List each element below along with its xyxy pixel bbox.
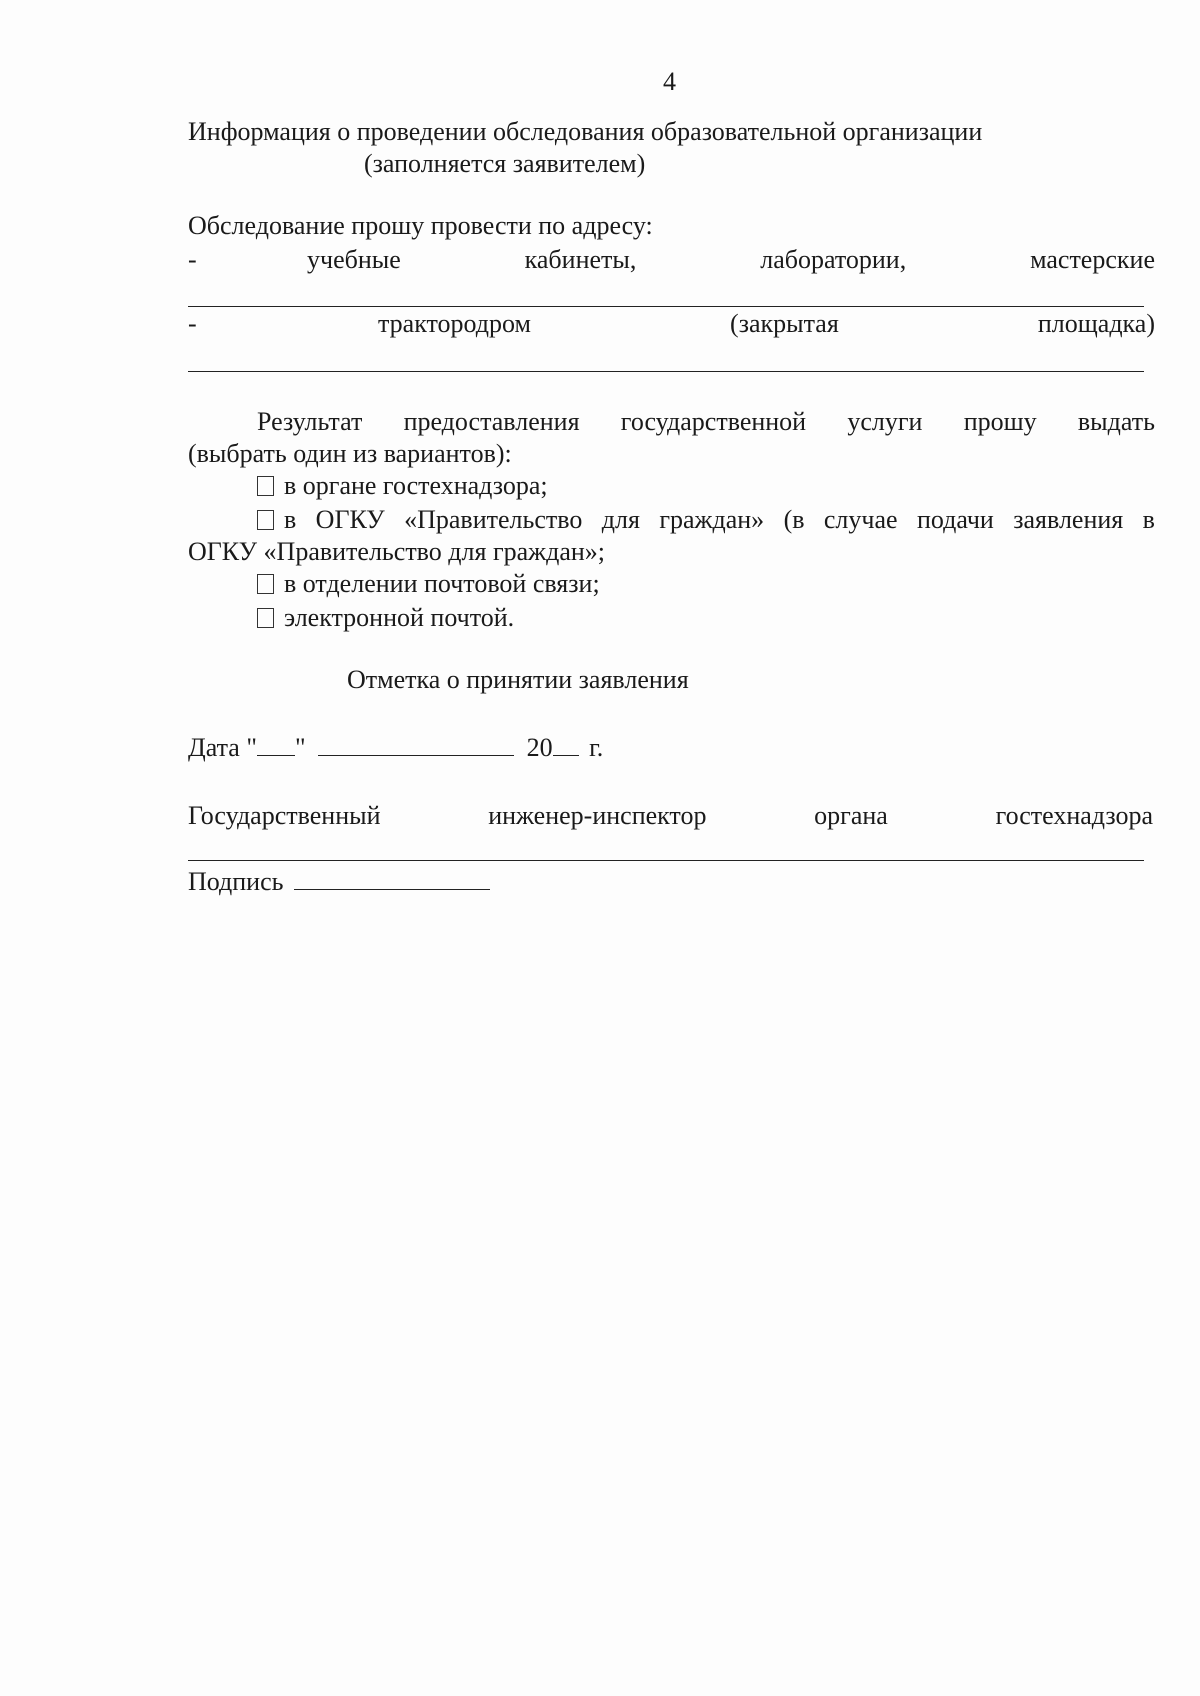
date-row [188,732,603,764]
date-year-field[interactable] [553,733,579,756]
date-year-suffix: г. [589,733,604,762]
inspector-line [188,800,1153,832]
option-ogku-line-1[interactable] [257,504,1155,536]
word: Результат [257,407,363,436]
checkbox-icon[interactable] [257,574,274,594]
word: подачи [916,505,994,534]
word: мастерские [1030,245,1155,274]
signature-row [188,866,490,898]
option-ogku-line-2: ОГКУ «Правительство для граждан»; [188,537,606,566]
word: выдать [1077,407,1155,436]
word: предоставления [403,407,580,436]
address-item-2-dash: - [188,309,197,338]
checkbox-icon[interactable] [257,476,274,496]
checkbox-icon[interactable] [257,608,274,628]
date-month-field[interactable] [318,733,514,756]
word: кабинеты, [524,245,637,274]
title-line-2: (заполняется заявителем) [364,149,646,178]
option-gostekhnadzor[interactable] [257,470,548,502]
date-day-field[interactable] [257,733,295,756]
option-post-office[interactable] [257,568,600,600]
result-line-1 [257,406,1155,438]
word: государственной [620,407,807,436]
checkbox-icon[interactable] [257,510,274,530]
address-item-1 [307,244,1155,276]
word: лаборатории, [760,245,907,274]
title-line-1: Информация о проведении обследования образовательной организации [188,117,983,146]
page-number: 4 [663,67,676,96]
word: (закрытая [730,309,839,338]
signature-label: Подпись [188,867,284,896]
word: гостехнадзора [995,801,1153,830]
word: «Правительство [404,505,583,534]
result-line-2: (выбрать один из вариантов): [188,439,512,468]
option-ogku-first [257,504,296,536]
word: органа [814,801,888,830]
option-label: в отделении почтовой связи; [284,569,600,598]
address-item-2 [378,308,1155,340]
word: в [284,505,297,534]
option-label: в органе гостехнадзора; [284,471,548,500]
word: учебные [307,245,401,274]
address-item-1-underline [188,306,1144,307]
word: ОГКУ [315,505,385,534]
date-label: Дата " [188,733,257,762]
signature-field[interactable] [294,867,490,890]
inspector-underline [188,860,1144,861]
word: трактородром [378,309,531,338]
word: площадка) [1037,309,1155,338]
address-intro: Обследование прошу провести по адресу: [188,211,653,240]
word: инженер-инспектор [488,801,707,830]
word: (в [783,505,805,534]
address-item-1-dash: - [188,245,197,274]
option-email[interactable] [257,602,514,634]
word: в [1142,505,1155,534]
word: граждан» [659,505,765,534]
word: для [601,505,640,534]
option-label: электронной почтой. [284,603,515,632]
word: прошу [963,407,1037,436]
word: заявления [1013,505,1124,534]
acceptance-heading: Отметка о принятии заявления [347,665,689,694]
date-quote-close: " [294,733,306,762]
date-year-prefix: 20 [526,733,553,762]
word: случае [823,505,898,534]
word: Государственный [188,801,381,830]
address-item-2-underline [188,371,1144,372]
word: услуги [847,407,923,436]
